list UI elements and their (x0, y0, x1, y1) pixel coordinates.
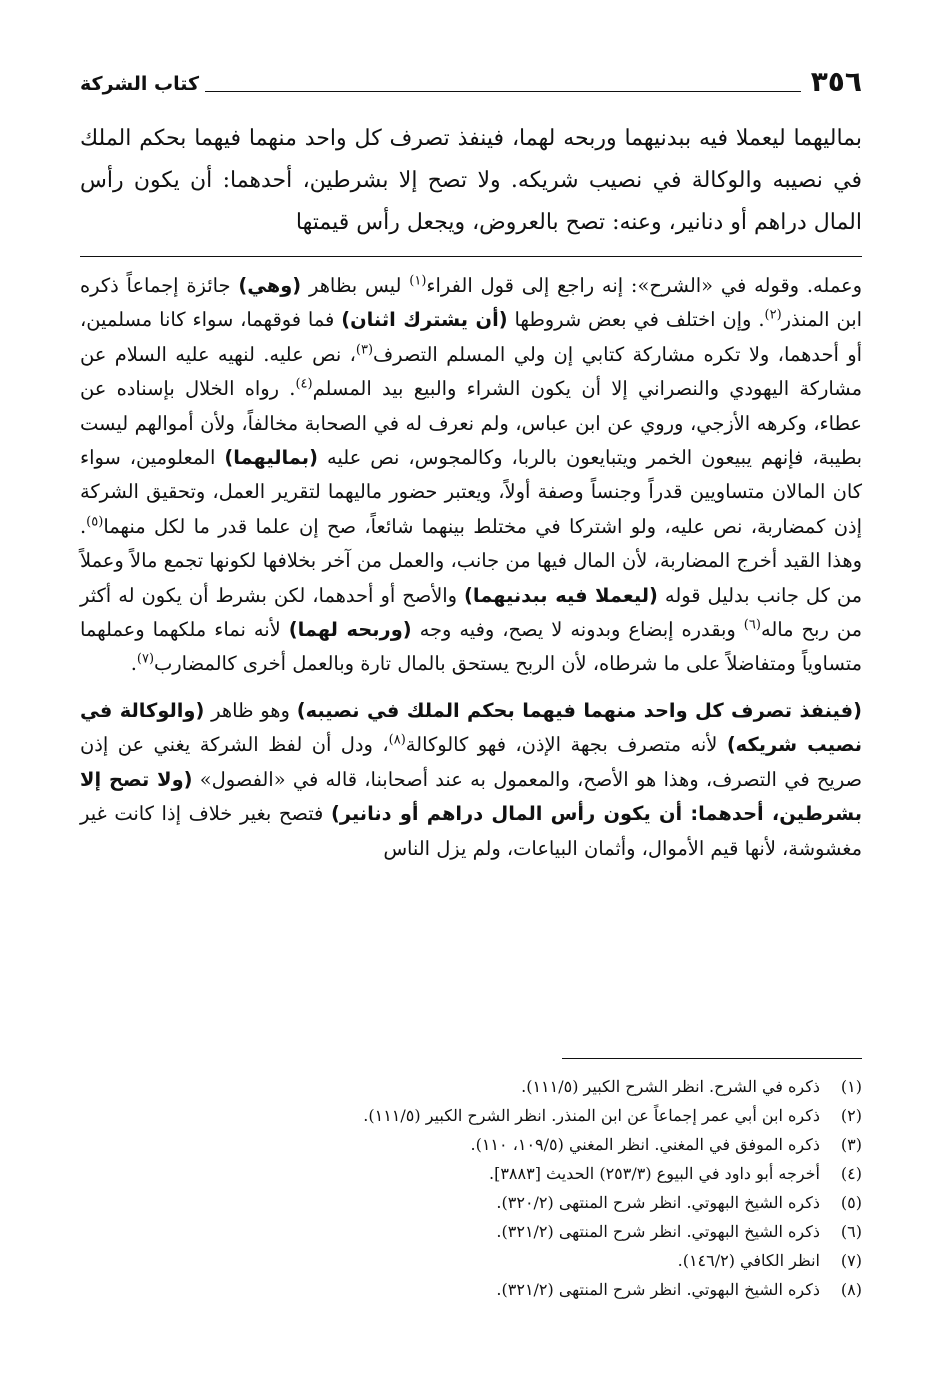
footnote-item (80, 1275, 862, 1304)
footnote-text: ذكره الشيخ البهوتي. انظر شرح المنتهى (٣٢١/٢). (496, 1222, 820, 1241)
matn-quote: (بماليهما) (224, 446, 318, 470)
matn-text-block (80, 118, 862, 244)
footnotes-list (80, 1072, 862, 1304)
running-title: كتاب الشركة (80, 73, 200, 95)
footnote-number: (٤) (840, 1164, 862, 1183)
sharh-commentary (80, 269, 862, 866)
footnote-text: ذكره ابن أبي عمر إجماعاً عن ابن المنذر. انظر الشرح الكبير (١١١/٥). (363, 1106, 820, 1125)
footnote-ref-7[interactable]: (٧) (136, 652, 155, 667)
text-segment: . (130, 652, 137, 676)
footnote-ref-8[interactable]: (٨) (388, 732, 406, 748)
text-segment: ، ودل أن لفظ الشركة يغني عن إذن صريح في التصرف، وهذا هو الأصح، والمعمول به عند أصحابنا، قاله في «الفصول» (80, 733, 862, 791)
footnote-text: ذكره الشيخ البهوتي. انظر شرح المنتهى (٣٢١/٢). (496, 1280, 820, 1299)
footnote-text: ذكره في الشرح. انظر الشرح الكبير (١١١/٥). (521, 1077, 820, 1096)
footnote-number: (٧) (840, 1251, 862, 1270)
text-segment: وهو ظاهر (204, 698, 297, 722)
text-segment: لأنه نماء ملكهما وعملهما متساوياً ومتفاضلاً على ما شرطاه، لأن الربح يستحق بالمال تارة وبالعمل أخرى كالمضارب (80, 618, 862, 676)
text-segment: المعلومين، سواء كان المالان متساويين قدراً وجنساً وصفة أولاً، ويعتبر حضور ماليهما لتقرير العمل، وتحقيق الشركة إذن كمضاربة، نص عليه، ولو اشتركا في مختلط بينهما شائعاً، صح إن علما قدر ما لكل منهما (80, 446, 862, 538)
text-segment: جائزة إجماعاً ذكره ابن المنذر (80, 274, 862, 332)
footnote-number: (٦) (840, 1222, 862, 1241)
text-segment: لأنه متصرف بجهة الإذن، فهو كالوكالة (405, 733, 727, 757)
matn-paragraph: بماليهما ليعملا فيه ببدنيهما وربحه لهما، فينفذ تصرف كل واحد منهما فيهما بحكم الملك في نصيبه والوكالة في نصيب شريكه. ولا تصح إلا بشرطين، أحدهما: أن يكون رأس المال دراهم أو دنانير، وعنه: تصح بالعروض، ويجعل رأس قيمتها (80, 126, 862, 235)
footnote-number: (٣) (840, 1135, 862, 1154)
footnote-separator-rule (562, 1058, 862, 1059)
matn-quote: (وهي) (238, 274, 302, 297)
matn-quote: (والوكالة في نصيب شريكه) (80, 698, 863, 757)
matn-quote: (فينفذ تصرف كل واحد منهما فيهما بحكم الملك في نصيبه) (296, 698, 862, 722)
text-segment: . وإن اختلف في بعض شروطها (507, 308, 765, 332)
footnote-text: ذكره الموفق في المغني. انظر المغني (١٠٩/٥، ١١٠). (470, 1135, 820, 1154)
footnote-item (80, 1130, 862, 1159)
text-segment: وبقدره إبضاع وبدونه لا يصح، وفيه وجه (411, 618, 744, 642)
footnote-item (80, 1159, 862, 1188)
page-number: ٣٥٦ (810, 65, 862, 98)
footnote-ref-5[interactable]: (٥) (86, 514, 104, 530)
matn-quote: (وربحه لهما) (288, 618, 412, 642)
footnote-number: (٨) (840, 1280, 862, 1299)
text-segment: ليس بظاهر (301, 274, 410, 297)
text-segment: والأصح أو أحدهما، لكن بشرط أن يكون له أكثر من ربح ماله (80, 583, 862, 642)
footnote-text: أخرجه أبو داود في البيوع (٢٥٣/٣) الحديث [٣٨٨٣]. (488, 1164, 820, 1183)
text-segment: . رواه الخلال بإسناده عن عطاء، وكرهه الأزجي، وروي عن ابن عباس، ولم نعرف له في الصحابة مخالفاً، ولأن أموالهم ليست بطيبة، فإنهم يبيعون الخمر ويتبايعون بالربا، وكالمجوس، نص عليه (80, 377, 862, 470)
footnote-number: (١) (840, 1077, 862, 1096)
text-segment: وعمله. وقوله في «الشرح»: إنه راجع إلى قول الفراء (426, 274, 862, 297)
footnote-number: (٢) (840, 1106, 862, 1125)
footnote-item (80, 1101, 862, 1130)
matn-quote: (ولا تصح إلا بشرطين، أحدهما: أن يكون رأس المال دراهم أو دنانير) (80, 767, 862, 826)
text-segment: . وهذا القيد أخرج المضاربة، لأن المال فيها من جانب، والعمل من آخر بخلافها لكونها تجمع مالاً وعملاً من كل جانب بدليل قوله (80, 514, 863, 607)
footnote-ref-3[interactable]: (٣) (355, 342, 374, 358)
matn-quote: (أن يشترك اثنان) (341, 308, 508, 332)
text-segment: ، نص عليه. لنهيه عليه السلام عن مشاركة اليهودي والنصراني إلا أن يكون الشراء والبيع بيد المسلم (80, 342, 862, 401)
footnote-item (80, 1217, 862, 1246)
matn-separator-rule (80, 256, 862, 257)
footnote-ref-6[interactable]: (٦) (743, 617, 761, 633)
footnote-ref-1[interactable]: (١) (409, 273, 427, 289)
footnote-text: انظر الكافي (١٤٦/٢). (677, 1251, 820, 1270)
footnote-number: (٥) (840, 1193, 862, 1212)
footnote-ref-4[interactable]: (٤) (295, 376, 313, 392)
footnote-item (80, 1188, 862, 1217)
footnote-ref-2[interactable]: (٢) (764, 307, 782, 323)
sharh-paragraph-1 (80, 269, 862, 682)
matn-quote: (ليعملا فيه ببدنيهما) (464, 583, 658, 607)
text-segment: فتصح بغير خلاف إذا كانت غير مغشوشة، لأنها قيم الأموال، وأثمان البياعات، ولم يزل الناس (80, 802, 862, 860)
text-segment: فما فوقهما، سواء كانا مسلمين، أو أحدهما، ولا تكره مشاركة كتابي إن ولي المسلم التصرف (80, 308, 862, 366)
footnote-item (80, 1072, 862, 1101)
sharh-paragraph-2 (80, 694, 862, 866)
footnote-item (80, 1246, 862, 1275)
page-header (80, 58, 862, 98)
footnote-text: ذكره الشيخ البهوتي. انظر شرح المنتهى (٣٢٠/٢). (496, 1193, 820, 1212)
header-rule (205, 91, 801, 92)
